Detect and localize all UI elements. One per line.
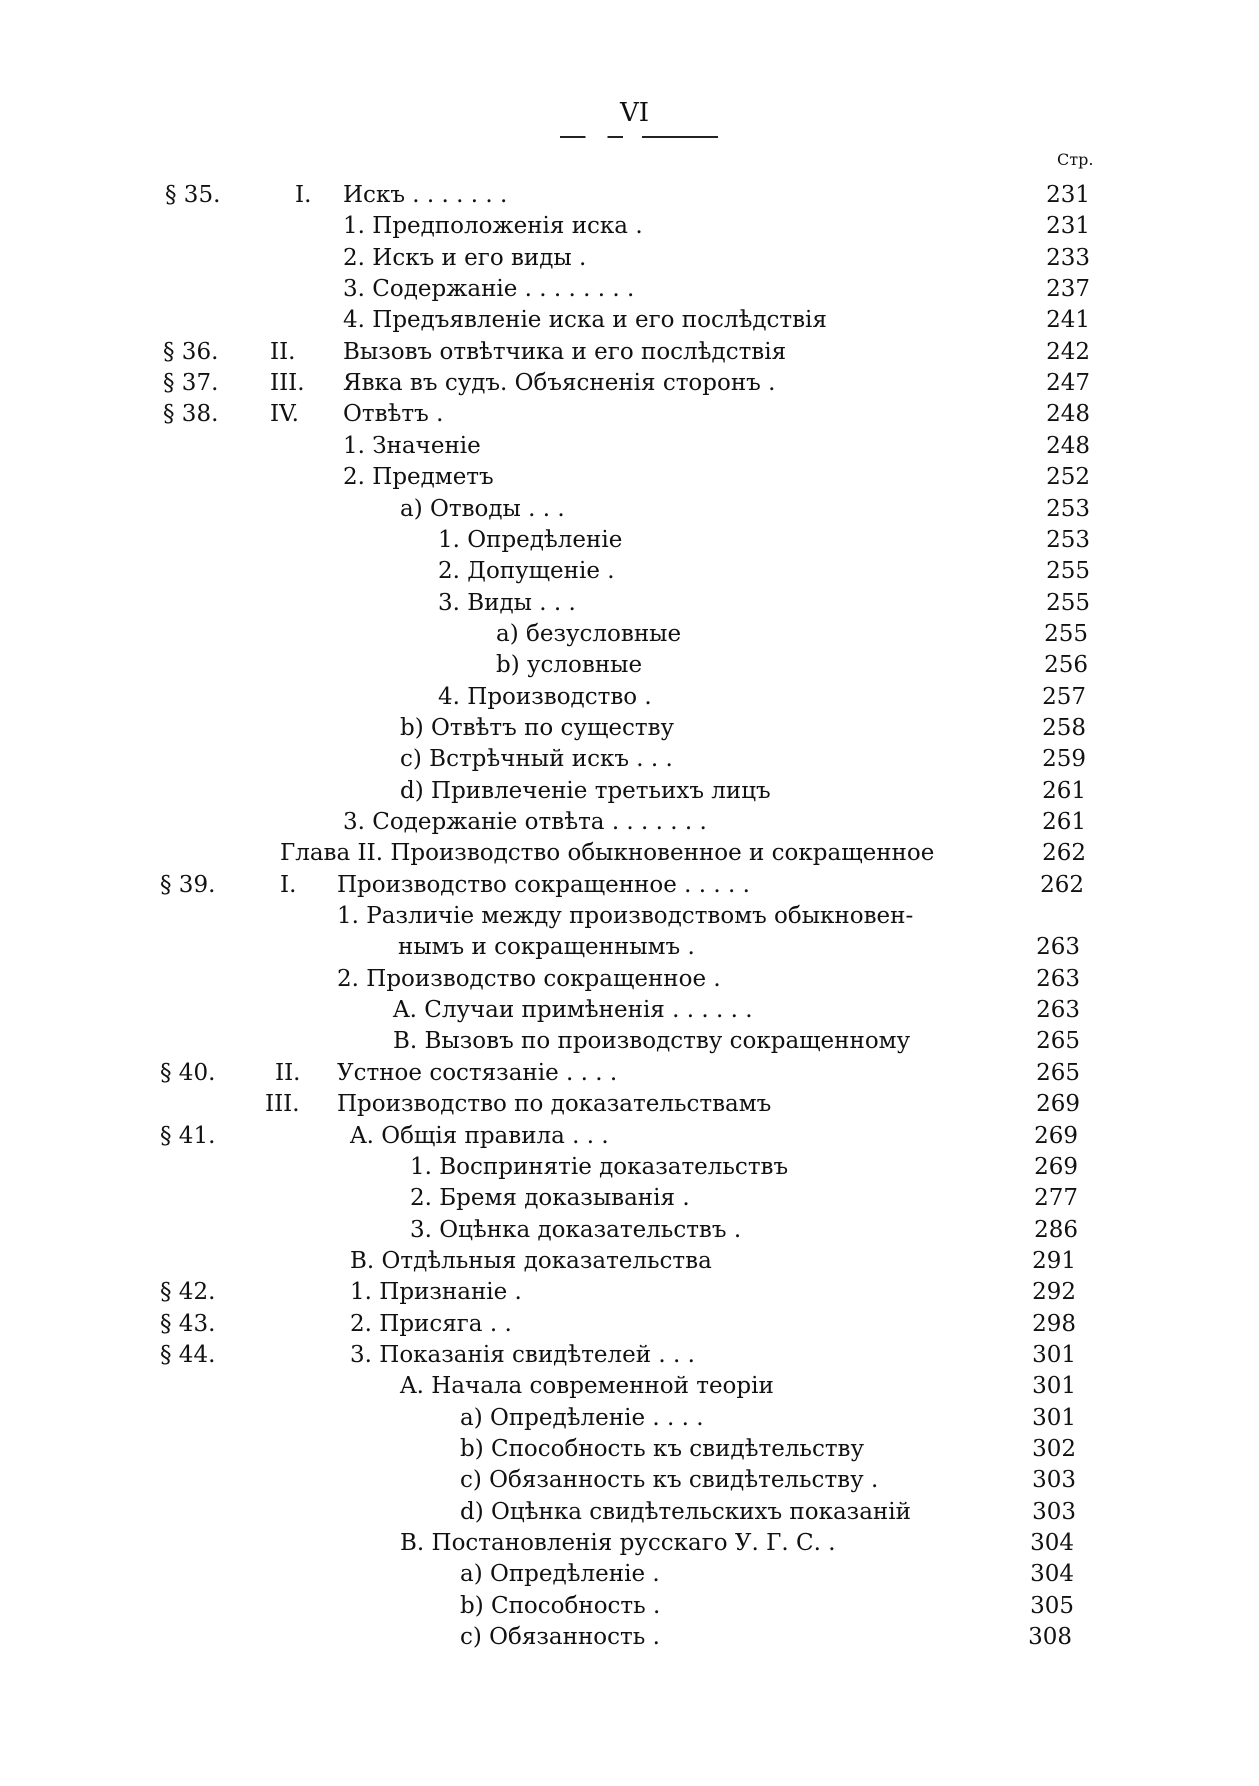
toc-entry (0, 650, 1259, 681)
toc-entry (0, 776, 1259, 807)
entry-title: 1. Предположенія иска . (343, 213, 643, 240)
entry-title: B. Постановленія русскаго У. Г. С. . (400, 1530, 836, 1557)
entry-title: 2. Присяга . . (350, 1310, 512, 1337)
page-reference: 231 (1046, 213, 1090, 240)
page-reference: 258 (1042, 714, 1086, 741)
toc-entry (0, 588, 1259, 619)
entry-title: 2. Производство сокращенное . (337, 965, 721, 992)
entry-title: Отвѣтъ . (343, 401, 444, 428)
entry-title: Производство по доказательствамъ (337, 1091, 772, 1118)
entry-title: 2. Предметъ (343, 464, 494, 491)
page-reference: 255 (1046, 558, 1090, 585)
toc-entry (0, 556, 1259, 587)
entry-title: c) Встрѣчный искъ . . . (400, 746, 673, 773)
section-number: § 40. (160, 1059, 216, 1086)
toc-entry (0, 1277, 1259, 1308)
entry-title: B. Вызовъ по производству сокращенному (393, 1028, 911, 1055)
page-reference: 263 (1036, 934, 1080, 961)
toc-entry (0, 1309, 1259, 1340)
toc-entry (0, 368, 1259, 399)
entry-title: a) Отводы . . . (400, 495, 565, 522)
toc-entry (0, 1089, 1259, 1120)
toc-entry (0, 243, 1259, 274)
toc-entry (0, 1215, 1259, 1246)
entry-title: 3. Содержаніе отвѣта . . . . . . . (343, 809, 707, 835)
toc-entry (0, 901, 1259, 932)
toc-entry (0, 932, 1259, 963)
toc-entry (0, 1465, 1259, 1496)
page-reference: 259 (1042, 746, 1086, 773)
entry-title: 1. Различіе между производствомъ обыкновен- (337, 903, 914, 930)
entry-title: Искъ . . . . . . . (343, 182, 508, 208)
section-number: § 37. (163, 370, 219, 397)
entry-title: 1. Воспринятіе доказательствъ (410, 1153, 789, 1180)
page-reference: 253 (1046, 495, 1090, 522)
page-reference: 261 (1042, 777, 1086, 804)
entry-title: Глава II. Производство обыкновенное и сокращенное (280, 840, 935, 867)
page-reference: 308 (1028, 1624, 1072, 1651)
section-number: § 42. (160, 1279, 216, 1306)
toc-entry (0, 1591, 1259, 1622)
toc-entry (0, 807, 1259, 838)
entry-title: 2. Бремя доказыванія . (410, 1185, 690, 1212)
section-number: § 39. (160, 871, 216, 898)
toc-entry (0, 1497, 1259, 1528)
entry-title: c) Обязанность къ свидѣтельству . (460, 1467, 879, 1494)
entry-title: d) Привлеченіе третьихъ лицъ (400, 777, 771, 804)
page-reference: 298 (1032, 1310, 1076, 1337)
entry-title: B. Отдѣльныя доказательства (350, 1247, 712, 1274)
toc-entry (0, 964, 1259, 995)
toc-entry (0, 211, 1259, 242)
pages-column-label: Стр. (1057, 150, 1094, 169)
page-reference: 261 (1042, 809, 1086, 835)
section-number: § 41. (160, 1122, 216, 1149)
toc-entry (0, 1340, 1259, 1371)
toc-entry (0, 995, 1259, 1026)
toc-entry (0, 1152, 1259, 1183)
page-reference: 301 (1032, 1341, 1076, 1368)
toc-entry (0, 1528, 1259, 1559)
page-reference: 233 (1046, 244, 1090, 271)
entry-title: 2. Искъ и его виды . (343, 244, 587, 271)
toc-entry (0, 525, 1259, 556)
toc-entry (0, 1246, 1259, 1277)
entry-title: c) Обязанность . (460, 1624, 660, 1651)
toc-entry (0, 274, 1259, 305)
page-reference: 263 (1036, 997, 1080, 1024)
page-reference: 255 (1044, 620, 1088, 647)
page-reference: 248 (1046, 401, 1090, 428)
page-reference: 304 (1030, 1561, 1074, 1588)
roman-numeral: III. (270, 370, 305, 397)
toc-entry (0, 431, 1259, 462)
toc-entry (0, 1371, 1259, 1402)
page-reference: 269 (1034, 1153, 1078, 1180)
roman-numeral: IV. (270, 401, 299, 428)
page-reference: 303 (1032, 1498, 1076, 1525)
roman-numeral: I. (295, 182, 312, 208)
page-reference: 265 (1036, 1059, 1080, 1086)
entry-title: A. Начала современной теоріи (400, 1373, 774, 1400)
page-reference: 277 (1034, 1185, 1078, 1212)
page-reference: 291 (1032, 1247, 1076, 1274)
page-reference: 257 (1042, 683, 1086, 710)
section-number: § 44. (160, 1341, 216, 1368)
header-rule (560, 136, 718, 138)
entry-title: b) Способность къ свидѣтельству (460, 1436, 865, 1462)
entry-title: Производство сокращенное . . . . . (337, 871, 750, 898)
entry-title: 1. Опредѣленіе (438, 526, 623, 553)
toc-entry (0, 462, 1259, 493)
page-reference: 292 (1032, 1279, 1076, 1306)
entry-title: 1. Значеніе (343, 432, 481, 459)
toc-entry (0, 1121, 1259, 1152)
page-reference: 301 (1032, 1404, 1076, 1431)
page-reference: 237 (1046, 276, 1090, 303)
entry-title: нымъ и сокращеннымъ . (398, 934, 695, 961)
entry-title: Устное состязаніе . . . . (337, 1059, 618, 1086)
page-reference: 252 (1046, 464, 1090, 491)
page-reference: 265 (1036, 1028, 1080, 1055)
toc-entry (0, 1622, 1259, 1653)
roman-numeral: II. (270, 338, 296, 365)
entry-title: 3. Содержаніе . . . . . . . . (343, 276, 635, 303)
toc-entry (0, 713, 1259, 744)
page-number: VI (620, 98, 650, 128)
toc-entry (0, 870, 1259, 901)
entry-title: A. Общія правила . . . (350, 1122, 609, 1149)
toc-entry (0, 1403, 1259, 1434)
page-reference: 253 (1046, 526, 1090, 553)
page-reference: 269 (1036, 1091, 1080, 1118)
section-number: § 35. (165, 182, 221, 208)
entry-title: d) Оцѣнка свидѣтельскихъ показаній (460, 1498, 911, 1525)
toc-entry (0, 180, 1259, 211)
page-reference: 256 (1044, 652, 1088, 679)
entry-title: b) условные (496, 652, 643, 679)
section-number: § 36. (163, 338, 219, 365)
toc-entry (0, 399, 1259, 430)
entry-title: b) Отвѣтъ по существу (400, 714, 675, 741)
page-reference: 255 (1046, 589, 1090, 616)
entry-title: A. Случаи примѣненія . . . . . . (393, 997, 753, 1024)
entry-title: Вызовъ отвѣтчика и его послѣдствія (343, 338, 787, 365)
toc-entry (0, 1058, 1259, 1089)
toc-entry (0, 682, 1259, 713)
roman-numeral: II. (275, 1059, 301, 1086)
entry-title: a) безусловные (496, 620, 682, 647)
page-reference: 263 (1036, 965, 1080, 992)
entry-title: a) Опредѣленіе . . . . (460, 1404, 704, 1431)
entry-title: 3. Виды . . . (438, 589, 576, 616)
roman-numeral: III. (265, 1091, 300, 1118)
toc-entry (0, 1026, 1259, 1057)
page-reference: 248 (1046, 432, 1090, 459)
page-reference: 286 (1034, 1216, 1078, 1243)
page-reference: 262 (1040, 871, 1084, 898)
toc-entry (0, 337, 1259, 368)
toc-entry (0, 1183, 1259, 1214)
entry-title: 4. Производство . (438, 683, 652, 710)
toc-entry (0, 305, 1259, 336)
entry-title: Явка въ судъ. Объясненія сторонъ . (343, 370, 776, 397)
entry-title: 3. Оцѣнка доказательствъ . (410, 1216, 742, 1243)
toc-entry (0, 838, 1259, 869)
entry-title: 3. Показанія свидѣтелей . . . (350, 1341, 695, 1368)
entry-title: b) Способность . (460, 1592, 661, 1619)
page-reference: 303 (1032, 1467, 1076, 1494)
toc-entry (0, 1559, 1259, 1590)
page-reference: 305 (1030, 1592, 1074, 1619)
toc-entry (0, 494, 1259, 525)
section-number: § 43. (160, 1310, 216, 1337)
toc-entry (0, 1434, 1259, 1465)
entry-title: a) Опредѣленіе . (460, 1561, 660, 1588)
roman-numeral: I. (280, 871, 297, 898)
page-reference: 304 (1030, 1530, 1074, 1557)
page-reference: 241 (1046, 307, 1090, 334)
section-number: § 38. (163, 401, 219, 428)
entry-title: 1. Признаніе . (350, 1279, 522, 1306)
page-reference: 262 (1042, 840, 1086, 867)
entry-title: 4. Предъявленіе иска и его послѣдствія (343, 307, 827, 334)
page-reference: 231 (1046, 182, 1090, 208)
page-reference: 301 (1032, 1373, 1076, 1400)
entry-title: 2. Допущеніе . (438, 558, 615, 585)
page-reference: 269 (1034, 1122, 1078, 1149)
page-reference: 242 (1046, 338, 1090, 365)
page-reference: 302 (1032, 1436, 1076, 1462)
toc-entry (0, 619, 1259, 650)
toc-entry (0, 744, 1259, 775)
page-reference: 247 (1046, 370, 1090, 397)
